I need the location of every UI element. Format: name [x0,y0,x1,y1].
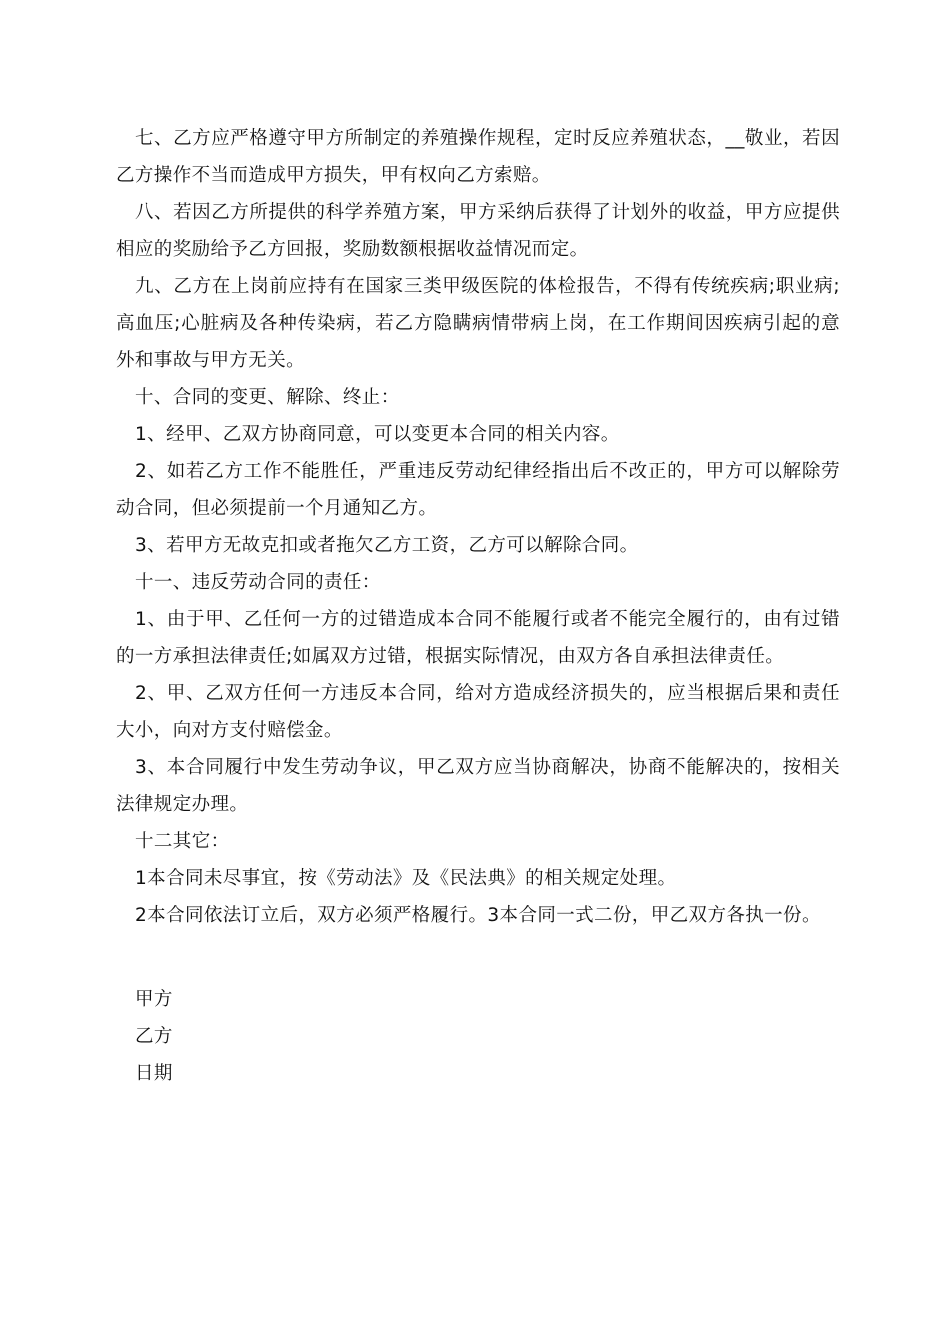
clause-10-item-2: 2、如若乙方工作不能胜任，严重违反劳动纪律经指出后不改正的，甲方可以解除劳动合同，但必须提前一个月通知乙方。 [116,461,840,519]
party-b-label: 乙方 [135,1026,173,1047]
clause-12-item-1: 1本合同未尽事宜，按《劳动法》及《民法典》的相关规定处理。 [135,868,677,889]
clause-8: 八、若因乙方所提供的科学养殖方案，甲方采纳后获得了计划外的收益，甲方应提供相应的奖励给予乙方回报，奖励数额根据收益情况而定。 [116,202,840,260]
clause-11-item-1: 1、由于甲、乙任何一方的过错造成本合同不能履行或者不能完全履行的，由有过错的一方承担法律责任;如属双方过错，根据实际情况，由双方各自承担法律责任。 [116,609,840,667]
clause-10-item-1: 1、经甲、乙双方协商同意，可以变更本合同的相关内容。 [135,424,620,445]
contract-body [116,120,840,934]
clause-10-heading: 十、合同的变更、解除、终止： [135,387,400,408]
signature-block [135,981,173,1092]
clause-12-heading: 十二其它： [135,831,230,852]
clause-12-item-2: 2本合同依法订立后，双方必须严格履行。3本合同一式二份，甲乙双方各执一份。 [135,905,821,926]
party-a-label: 甲方 [135,989,173,1010]
date-label: 日期 [135,1063,173,1084]
clause-11-item-2: 2、甲、乙双方任何一方违反本合同，给对方造成经济损失的，应当根据后果和责任大小，向对方支付赔偿金。 [116,683,840,741]
clause-10-item-3: 3、若甲方无故克扣或者拖欠乙方工资，乙方可以解除合同。 [135,535,639,556]
clause-7: 七、乙方应严格遵守甲方所制定的养殖操作规程，定时反应养殖状态，__敬业，若因乙方操作不当而造成甲方损失，甲有权向乙方索赔。 [116,128,840,186]
clause-11-item-3: 3、本合同履行中发生劳动争议，甲乙双方应当协商解决，协商不能解决的，按相关法律规定办理。 [116,757,840,815]
clause-11-heading: 十一、违反劳动合同的责任： [135,572,381,593]
clause-9: 九、乙方在上岗前应持有在国家三类甲级医院的体检报告，不得有传统疾病;职业病;高血压;心脏病及各种传染病，若乙方隐瞒病情带病上岗，在工作期间因疾病引起的意外和事故与甲方无关。 [116,276,840,371]
